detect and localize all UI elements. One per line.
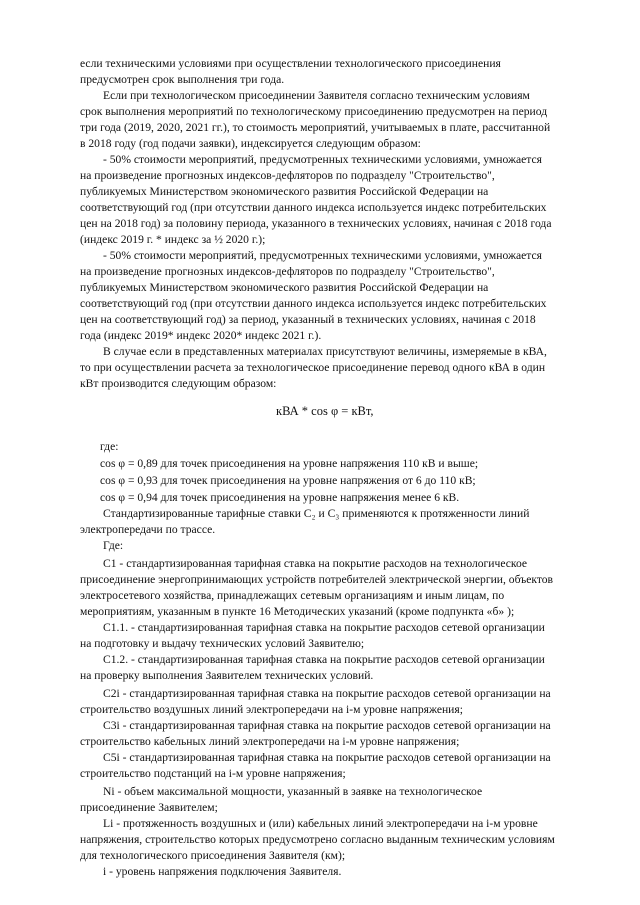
text-line: в 2018 году (год подачи заявки), индексируется следующим образом: bbox=[80, 137, 421, 150]
text-line: публикуемых Министерством экономического развития Российской Федерации на bbox=[80, 185, 489, 198]
text-line: Li - протяженность воздушных и (или) кабельных линий электропередачи на i-м уровне bbox=[103, 817, 538, 830]
text-line: электросетевого хозяйства, принадлежащих сетевым организациям и иным лицам, по bbox=[80, 589, 505, 602]
text-line: где: bbox=[100, 440, 119, 453]
conversion-formula: кВА * cos φ = кВт, bbox=[276, 404, 374, 418]
text-line: Ni - объем максимальной мощности, указанный в заявке на технологическое bbox=[103, 785, 483, 798]
text-line: на подготовку и выдачу технических условий Заявителю; bbox=[80, 637, 365, 650]
text-line: на произведение прогнозных индексов-дефляторов по подразделу "Строительство", bbox=[80, 265, 495, 278]
text-line: - 50% стоимости мероприятий, предусмотренных техническими условиями, умножается bbox=[103, 153, 542, 166]
text-line: напряжения, строительство которых предусмотрено согласно выданным техническим условиям bbox=[80, 833, 555, 846]
text-line: присоединение энергопринимающих устройств потребителей электрической энергии, объектов bbox=[80, 573, 554, 586]
text-line: цен на 2018 год) за половину периода, указанного в технических условиях, начиная с 2018 года bbox=[80, 217, 552, 230]
text-line: публикуемых Министерством экономического развития Российской Федерации на bbox=[80, 281, 489, 294]
text-line: (индекс 2019 г. * индекс за ½ 2020 г.); bbox=[80, 233, 266, 246]
text-line: то при осуществлении расчета за технологическое присоединение перевод одного кВА в один bbox=[80, 361, 546, 374]
text-line: присоединение Заявителем; bbox=[80, 801, 218, 814]
text-line: C3i - стандартизированная тарифная ставка на покрытие расходов сетевой организации на bbox=[103, 719, 551, 732]
text-line: срок выполнения мероприятий по технологическому присоединению предусмотрен на период bbox=[80, 105, 548, 118]
text-line: Где: bbox=[103, 539, 124, 552]
text-line: цен на соответствующий год) за период, указанный в технических условиях, начиная с 2018 bbox=[80, 313, 536, 326]
text-line: C2i - стандартизированная тарифная ставка на покрытие расходов сетевой организации на bbox=[103, 687, 551, 700]
text-line: строительство воздушных линий электропередачи на i-м уровне напряжения; bbox=[80, 703, 463, 716]
text-line: C1 - стандартизированная тарифная ставка на покрытие расходов на технологическое bbox=[103, 557, 528, 570]
text-line: Стандартизированные тарифные ставки C₂ и C₃ применяются к протяженности линий bbox=[103, 507, 530, 520]
text-line: i - уровень напряжения подключения Заявителя. bbox=[103, 865, 342, 878]
text-line: на произведение прогнозных индексов-дефляторов по подразделу "Строительство", bbox=[80, 169, 495, 182]
text-line: строительство кабельных линий электропередачи на i-м уровне напряжения; bbox=[80, 735, 460, 748]
text-line: В случае если в представленных материалах присутствуют величины, измеряемые в кВА, bbox=[103, 345, 547, 358]
text-line: - 50% стоимости мероприятий, предусмотренных техническими условиями, умножается bbox=[103, 249, 542, 262]
text-line: соответствующий год (при отсутствии данного индекса используется индекс потребительских bbox=[80, 297, 547, 310]
text-line: строительство подстанций на i-м уровне напряжения; bbox=[80, 767, 346, 780]
text-line: электропередачи по трассе. bbox=[80, 523, 216, 536]
text-line: cos φ = 0,94 для точек присоединения на уровне напряжения менее 6 кВ. bbox=[100, 491, 460, 504]
text-line: если техническими условиями при осуществлении технологического присоединения bbox=[80, 57, 501, 70]
text-line: три года (2019, 2020, 2021 гг.), то стоимость мероприятий, учитываемых в плате, рассчитанной bbox=[80, 121, 551, 134]
text-line: года (индекс 2019* индекс 2020* индекс 2021 г.). bbox=[80, 329, 322, 342]
text-line: кВт производится следующим образом: bbox=[80, 377, 277, 390]
text-line: мероприятиям, указанным в пункте 16 Методических указаний (кроме подпункта «б» ); bbox=[80, 605, 515, 618]
text-line: на проверку выполнения Заявителем технических условий. bbox=[80, 669, 374, 682]
text-line: соответствующий год (при отсутствии данного индекса используется индекс потребительских bbox=[80, 201, 547, 214]
text-line: Если при технологическом присоединении Заявителя согласно техническим условиям bbox=[103, 89, 530, 102]
text-line: для технологического присоединения Заявителя (км); bbox=[80, 849, 346, 862]
text-line: предусмотрен срок выполнения три года. bbox=[80, 73, 285, 86]
text-line: cos φ = 0,93 для точек присоединения на уровне напряжения от 6 до 110 кВ; bbox=[100, 474, 476, 487]
text-line: C1.1. - стандартизированная тарифная ставка на покрытие расходов сетевой организации bbox=[103, 621, 545, 634]
text-line: C5i - стандартизированная тарифная ставка на покрытие расходов сетевой организации на bbox=[103, 751, 551, 764]
text-line: cos φ = 0,89 для точек присоединения на уровне напряжения 110 кВ и выше; bbox=[100, 457, 479, 470]
text-line: C1.2. - стандартизированная тарифная ставка на покрытие расходов сетевой организации bbox=[103, 653, 545, 666]
